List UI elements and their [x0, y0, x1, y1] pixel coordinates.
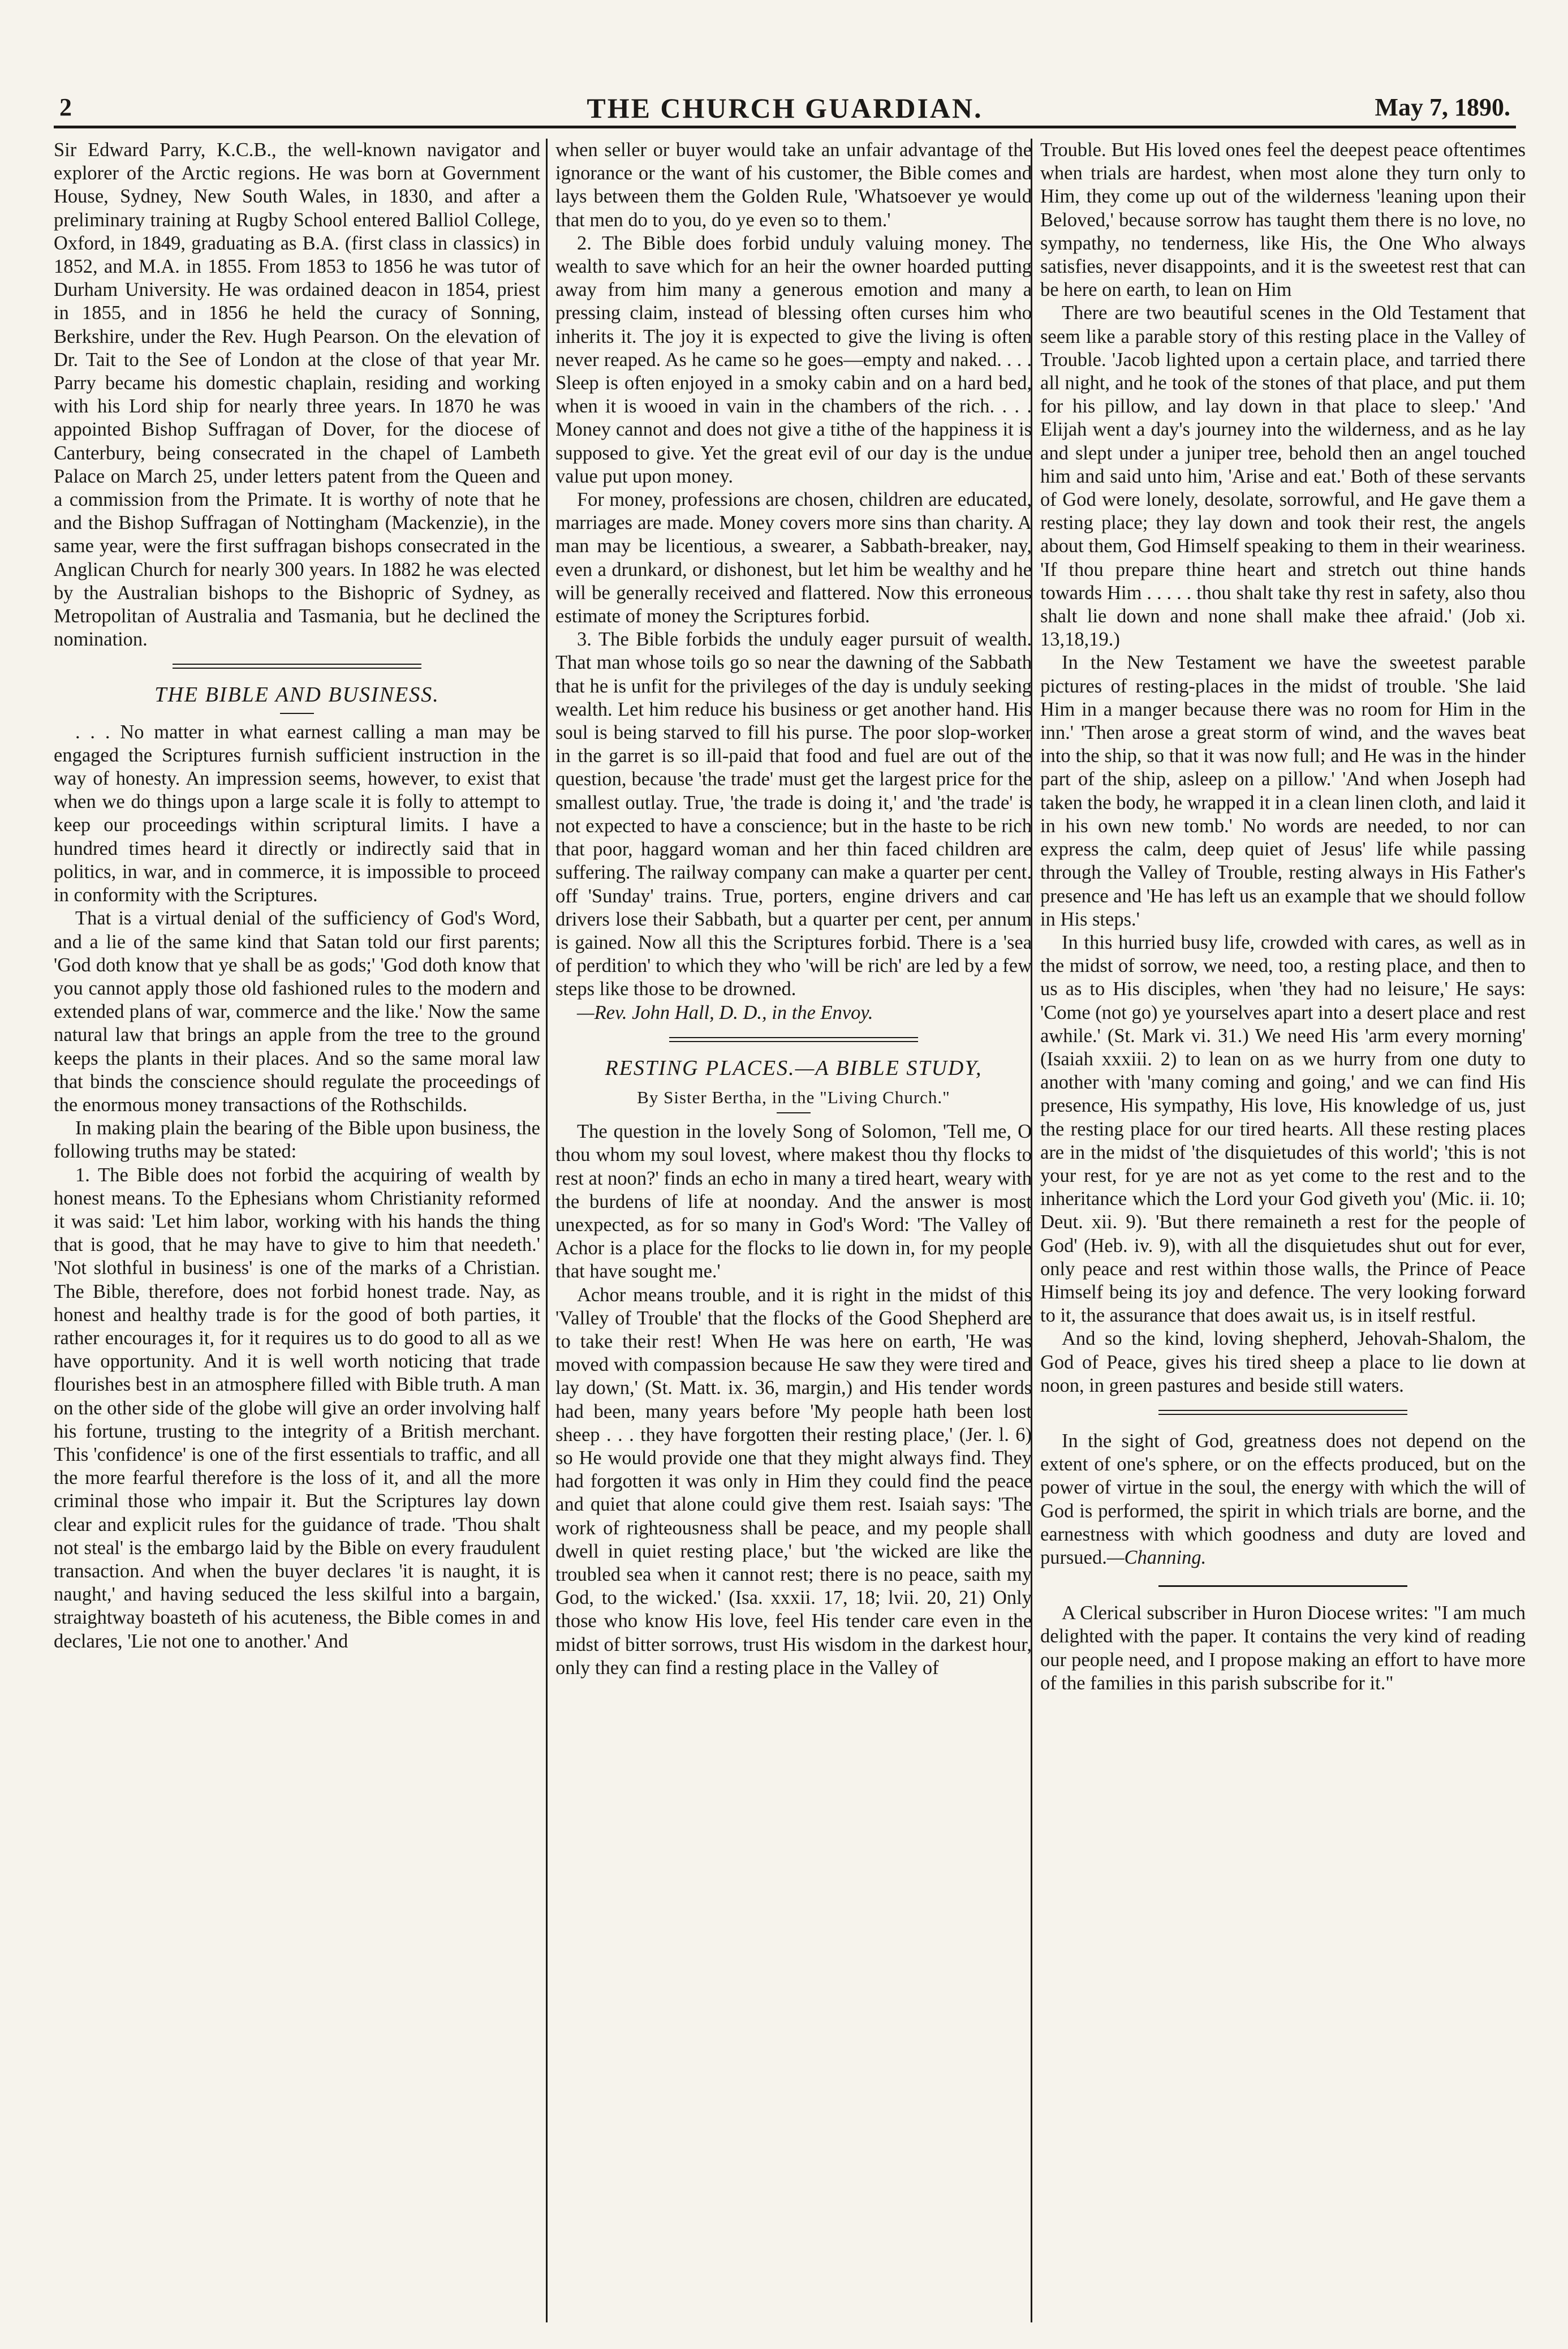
quote-text: In the sight of God, greatness does not depend on the extent of one's sphere, or on the effects produced, but on the power of virtue in the soul, the energy with which the will of God is performed, the spirit in which trials are borne, and the earnestness with which goodness and duty are loved and pursued. — [1040, 1430, 1526, 1568]
column-2 — [546, 139, 1032, 2322]
section-divider — [669, 1037, 918, 1042]
paragraph: 3. The Bible forbids the unduly eager pursuit of wealth. That man whose toils go so near the dawning of the Sabbath that he is unfit for the privileges of the day is unduly seeking wealth. Let him reduce his business or get another hand. His soul is being starved to fill his purse. The poor slop-worker in the garret is so ill-paid that food and fuel are out of the question, because 'the trade' must get the largest price for the smallest outlay. True, 'the trade is doing it,' and 'the trade' is not expected to have a conscience; but in the haste to be rich that poor, haggard woman and her thin faced children are suffering. The railway company can make a quarter per cent. off 'Sunday' trains. True, porters, engine drivers and car drivers lose their Sabbath, but a quarter per cent, per annum is gained. Now all this the Scriptures forbid. There is a 'sea of perdition' to which they who 'will be rich' are led by a few steps like those to be drowned. — [555, 629, 1032, 1000]
section-divider — [173, 664, 421, 669]
heading-rule — [280, 713, 314, 714]
paragraph-subscriber-note: A Clerical subscriber in Huron Diocese writes: "I am much delighted with the paper. It contains the very kind of reading our people need, and I propose making an effort to have more of the families in this parish subscribe for it." — [1040, 1602, 1526, 1694]
page-number: 2 — [59, 93, 72, 121]
article-attribution: —Rev. John Hall, D. D., in the Envoy. — [577, 1001, 873, 1023]
paragraph-parry-bio: Sir Edward Parry, K.C.B., the well-known navigator and explorer of the Arctic regions. He was born at Government House, Sydney, New South Wales, in 1830, and after a preliminary training at Rugby School entered Balliol College, Oxford, in 1849, graduating as B.A. (first class in classics) in 1852, and M.A. in 1855. From 1853 to 1856 he was tutor of Durham University. He was ordained deacon in 1854, priest in 1855, and in 1856 he held the curacy of Sonning, Berkshire, under the Rev. Hugh Pearson. On the elevation of Dr. Tait to the See of London at the close of that year Mr. Parry became his domestic chaplain, residing and working with his Lord ship for nearly three years. In 1870 he was appointed Bishop Suffragan of Dover, for the diocese of Canterbury, being consecrated in the chapel of Lambeth Palace on March 25, under letters patent from the Queen and a commission from the Primate. It is worthy of note that he and the Bishop Suffragan of Nottingham (Mackenzie), in the same year, were the first suffragan bishops consecrated in the Anglican Church for nearly 300 years. In 1882 he was elected by the Australian bishops to the Bishopric of Sydney, as Metropolitan of Australia and Tasmania, but he declined the nomination. — [54, 139, 540, 651]
quote-attribution: —Channing. — [1106, 1546, 1207, 1568]
paragraph: 2. The Bible does forbid unduly valuing money. The wealth to save which for an heir the owner hoarded putting away from him many a generous emotion and many a pressing claim, instead of blessing often curses him who inherits it. The joy it is expected to give the living is often never reaped. As he came so he goes—empty and naked. . . . Sleep is often enjoyed in a smoky cabin and on a hard bed, when it is wooed in vain in the chambers of the rich. . . . Money cannot and does not give a tithe of the happiness it is supposed to give. Yet the great evil of our day is the undue value put upon money. — [555, 232, 1032, 487]
article-heading-resting-places: RESTING PLACES.—A BIBLE STUDY, — [605, 1056, 983, 1080]
paragraph: . . . No matter in what earnest calling a man may be engaged the Scriptures furnish sufficient instruction in the way of honesty. An impression seems, however, to exist that when we do things upon a large scale it is folly to attempt to keep our proceedings within scriptural limits. I have a hundred times heard it directly or indirectly said that in politics, in war, and in commerce, it is impossible to proceed in conformity with the Scriptures. — [54, 721, 540, 906]
paragraph-channing-quote — [1040, 1430, 1526, 1569]
paragraph: There are two beautiful scenes in the Old Testament that seem like a parable story of this resting place in the Valley of Trouble. 'Jacob lighted upon a certain place, and tarried there all night, and he took of the stones of that place, and put them for his pillow, and lay down in that place to sleep.' 'And Elijah went a day's journey into the wilderness, and as he lay and slept under a juniper tree, behold then an angel touched him and said unto him, 'Arise and eat.' Both of these servants of God were lonely, desolate, sorrowful, and He gave them a resting place; they lay down and took their rest, the angels about them, God Himself speaking to them in their weariness. 'If thou prepare thine heart and stretch out thine hands towards Him . . . . . thou shalt take thy rest in safety, also thou shalt lie down and none shall make thee afraid.' (Job xi. 13,18,19.) — [1040, 302, 1526, 651]
paragraph: when seller or buyer would take an unfair advantage of the ignorance or the want of his customer, the Bible comes and lays between them the Golden Rule, 'Whatsoever ye would that men do to you, do ye even so to them.' — [555, 139, 1032, 231]
paragraph: In this hurried busy life, crowded with cares, as well as in the midst of sorrow, we need, too, a resting place, and then to us as to His disciples, when 'they had no leisure,' He says: 'Come (not go) ye yourselves apart into a desert place and rest awhile.' (St. Mark vi. 31.) We need His 'arm every morning' (Isaiah xxxiii. 2) to lean on as we hurry from one duty to another with 'many coming and going,' and we can find His presence, His sympathy, His love, His knowledge of us, just the resting place for our tired hearts. All these resting places are in the midst of 'the disquietudes of this world'; 'this is not your rest, for ye are not as yet come to the rest and to the inheritance which the Lord your God giveth you' (Mic. ii. 10; Deut. xii. 9). 'But there remaineth a rest for the people of God' (Heb. iv. 9), with all the disquietudes shut out for ever, only peace and rest within those walls, the Prince of Peace Himself being its joy and defence. The very looking forward to it, the assurance that does await us, is in itself restful. — [1040, 931, 1526, 1327]
paragraph: For money, professions are chosen, children are educated, marriages are made. Money covers more sins than charity. A man may be licentious, a swearer, a Sabbath-breaker, nay, even a drunkard, or dishonest, but let him be wealthy and he will be generally received and flattered. Now this erroneous estimate of money the Scriptures forbid. — [555, 489, 1032, 627]
column-1 — [54, 139, 540, 2322]
paragraph: The question in the lovely Song of Solomon, 'Tell me, O thou whom my soul lovest, where makest thou thy flocks to rest at noon?' finds an echo in many a tired heart, weary with the burdens of life at noonday. And the answer is most unexpected, as for so many in God's Word: 'The Valley of Achor is a place for the flocks to lie down in, for my people that have sought me.' — [555, 1121, 1032, 1283]
paragraph: Achor means trouble, and it is right in the midst of this 'Valley of Trouble' that the flocks of the Good Shepherd are to take their rest! When He was here on earth, 'He was moved with compassion because He saw they were tired and lay down,' (St. Matt. ix. 36, margin,) and His tender words had been, many years before 'My people hath been lost sheep . . . they have forgotten their resting place,' (Jer. l. 6) so He would provide one that they might always find. They had forgotten it was only in Him they could find the peace and quiet that alone could give them rest. Isaiah says: 'The work of righteousness shall be peace, and my people shall dwell in quiet resting place,' but 'the wicked are like the troubled sea when it cannot rest; there is no peace, saith my God, to the wicked.' (Isa. xxxii. 17, 18; lvii. 20, 21) Only those who know His love, feel His tender care even in the midst of bitter sorrows, trust His wisdom in the darkest hour, only they can find a resting place in the Valley of — [555, 1284, 1032, 1679]
issue-date: May 7, 1890. — [1375, 93, 1510, 121]
section-divider — [1158, 1585, 1407, 1587]
paragraph: And so the kind, loving shepherd, Jehovah-Shalom, the God of Peace, gives his tired sheep a place to lie down at noon, in green pastures and beside still waters. — [1040, 1328, 1526, 1396]
paragraph: Trouble. But His loved ones feel the deepest peace oftentimes when trials are hardest, when most alone they turn only to Him, they come up out of the wilderness 'leaning upon their Beloved,' because sorrow has taught them there is no love, no sympathy, no tenderness, like His, the One Who always satisfies, never disappoints, and it is the sweetest rest that can be here on earth, to lean on Him — [1040, 139, 1526, 301]
paragraph: In making plain the bearing of the Bible upon business, the following truths may be stated: — [54, 1117, 540, 1163]
paragraph: That is a virtual denial of the sufficiency of God's Word, and a lie of the same kind that Satan told our first parents; 'God doth know that ye shall be as gods;' 'God doth know that you cannot apply those old fashioned rules to the modern and extended plans of war, commerce and the like.' Now the same natural law that brings an apple from the tree to the ground keeps the plants in their places. And so the same moral law that binds the conscience should regulate the proceedings of the enormous money transactions of the Rothschilds. — [54, 907, 540, 1116]
masthead: THE CHURCH GUARDIAN. — [587, 92, 983, 124]
heading-rule — [777, 1112, 811, 1113]
paragraph: 1. The Bible does not forbid the acquiring of wealth by honest means. To the Ephesians whom Christianity reformed it was said: 'Let him labor, working with his hands the thing that is good, that he may have to give to him that needeth.' 'Not slothful in business' is one of the marks of a Christian. The Bible, therefore, does not forbid honest trade. Nay, as honest and healthy trade is for the good of both parties, it rather encourages it, for it requires us to do good to all as we have opportunity. And it is well worth noticing that trade flourishes best in an atmosphere filled with Bible truth. A man on the other side of the globe will give an order involving half his fortune, trusting to the integrity of a British merchant. This 'confidence' is one of the first essentials to traffic, and all the more fearful therefore is the loss of it, and all the more criminal those who impair it. But the Scriptures lay down clear and explicit rules for the guidance of trade. 'Thou shalt not steal' is the embargo laid by the Bible on every fraudulent transaction. And when the buyer declares 'it is naught, it is naught,' and having seduced the less skilful into a bargain, straightway boasteth of his acuteness, the Bible comes in and declares, 'Lie not one to another.' And — [54, 1164, 540, 1652]
section-divider — [1158, 1410, 1407, 1415]
page-header — [54, 91, 1516, 128]
article-byline: By Sister Bertha, in the "Living Church." — [637, 1087, 950, 1107]
paragraph: In the New Testament we have the sweetest parable pictures of resting-places in the midst of trouble. 'She laid Him in a manger because there was no room for Him in the inn.' 'Then arose a great storm of wind, and the waves beat into the ship, so that it was now full; and He was in the hinder part of the ship, asleep on a pillow.' 'And when Joseph had taken the body, he wrapped it in a clean linen cloth, and laid it in his own new tomb.' No words are needed, to nor can express the calm, deep quiet of Jesus' life while passing through the Valley of Trouble, resting always in His Father's presence and 'He has left us an example that we should follow in His steps.' — [1040, 652, 1526, 930]
article-heading-bible-business: THE BIBLE AND BUSINESS. — [154, 683, 440, 707]
column-3 — [1031, 139, 1526, 2322]
